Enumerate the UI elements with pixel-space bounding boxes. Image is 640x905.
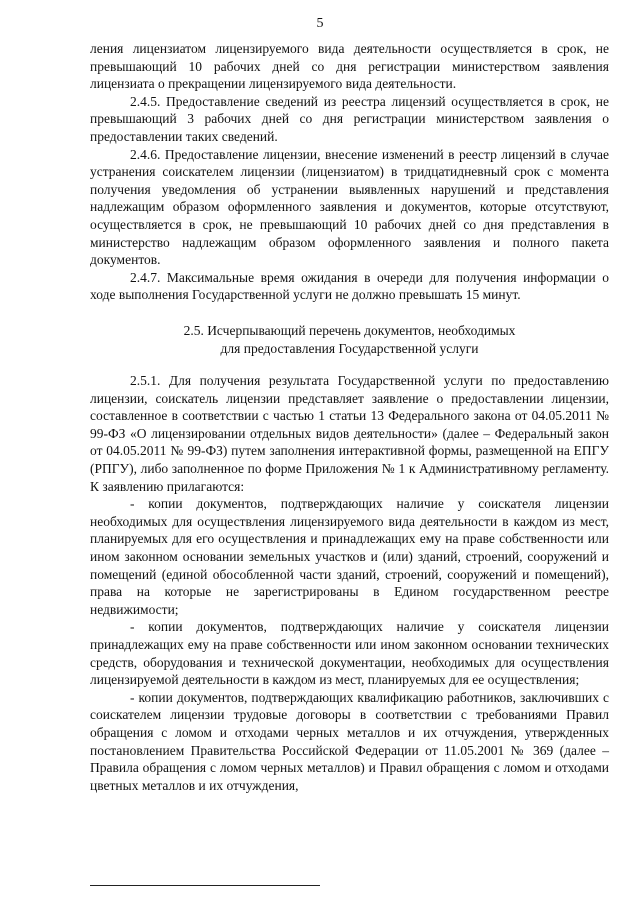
paragraph-2-4-7: 2.4.7. Максимальные время ожидания в очереди для получения информации о ходе выполнения Государственной услуги не должно превышать 15 минут. bbox=[90, 269, 609, 303]
section-heading-line-2: для предоставления Государственной услуги bbox=[220, 340, 479, 356]
document-body bbox=[90, 40, 609, 794]
list-item-land-documents: - копии документов, подтверждающих наличие у соискателя лицензии необходимых для осуществления лицензируемого вида деятельности в каждом из мест, планируемых для его осуществления и принадлежащих ему на праве собственности или ином законном основании земельных участков и (или) зданий, строений, сооружений и помещений (единой обособленной части зданий, строений, сооружений и помещений), права на которые не зарегистрированы в Едином государственном реестре недвижимости; bbox=[90, 496, 609, 617]
list-item-staff-documents: - копии документов, подтверждающих квалификацию работников, заключивших с соискателем лицензии трудовые договоры в соответствии с требованиями Правил обращения с ломом и отходами черных металлов и их отчуждения, утвержденных постановлением Правительства Российской Федерации от 11.05.2001 № 369 (далее – Правила обращения с ломом черных металлов) и Правил обращения с ломом и отходами цветных металлов и их отчуждения, bbox=[90, 689, 609, 793]
paragraph-2-4-5: 2.4.5. Предоставление сведений из реестра лицензий осуществляется в срок, не превышающий 3 рабочих дней со дня регистрации министерством заявления о предоставлении таких сведений. bbox=[90, 93, 609, 144]
paragraph-2-4-6: 2.4.6. Предоставление лицензии, внесение изменений в реестр лицензий в случае устранения соискателем лицензии (лицензиатом) в тридцатидневный срок с момента получения уведомления об устранении выявленных нарушений и представления надлежащим образом оформленного заявления и документов, которые отсутствуют, осуществляется в срок, не превышающий 10 рабочих дней со дня представления в министерство надлежащим образом оформленного заявления и полного пакета документов. bbox=[90, 146, 609, 268]
paragraph-2-5-1: 2.5.1. Для получения результата Государственной услуги по предоставлению лицензии, соискатель лицензии представляет заявление о предоставлении лицензии, составленное в соответствии с частью 1 статьи 13 Федерального закона от 04.05.2011 № 99-ФЗ «О лицензировании отдельных видов деятельности» (далее – Федеральный закон от 04.05.2011 № 99-ФЗ) путем заполнения интерактивной формы, размещенной на ЕПГУ (РПГУ), либо заполненное по форме Приложения № 1 к Административному регламенту. К заявлению прилагаются: bbox=[90, 373, 609, 494]
page-number: 5 bbox=[316, 16, 324, 31]
section-heading-line-1: 2.5. Исчерпывающий перечень документов, необходимых bbox=[183, 322, 516, 338]
list-item-equipment-documents: - копии документов, подтверждающих наличие у соискателя лицензии принадлежащих ему на праве собственности или ином законном основании технических средств, оборудования и технической документации, необходимых для осуществления лицензируемой деятельности в каждом из мест, планируемых для ее осуществления; bbox=[90, 619, 609, 688]
paragraph-continued: ления лицензиатом лицензируемого вида деятельности осуществляется в срок, не превышающий 10 рабочих дней со дня регистрации министерством заявления лицензиата о прекращении лицензируемого вида деятельности. bbox=[90, 41, 609, 92]
section-heading-2-5 bbox=[90, 322, 609, 357]
footnote-separator bbox=[90, 885, 320, 886]
